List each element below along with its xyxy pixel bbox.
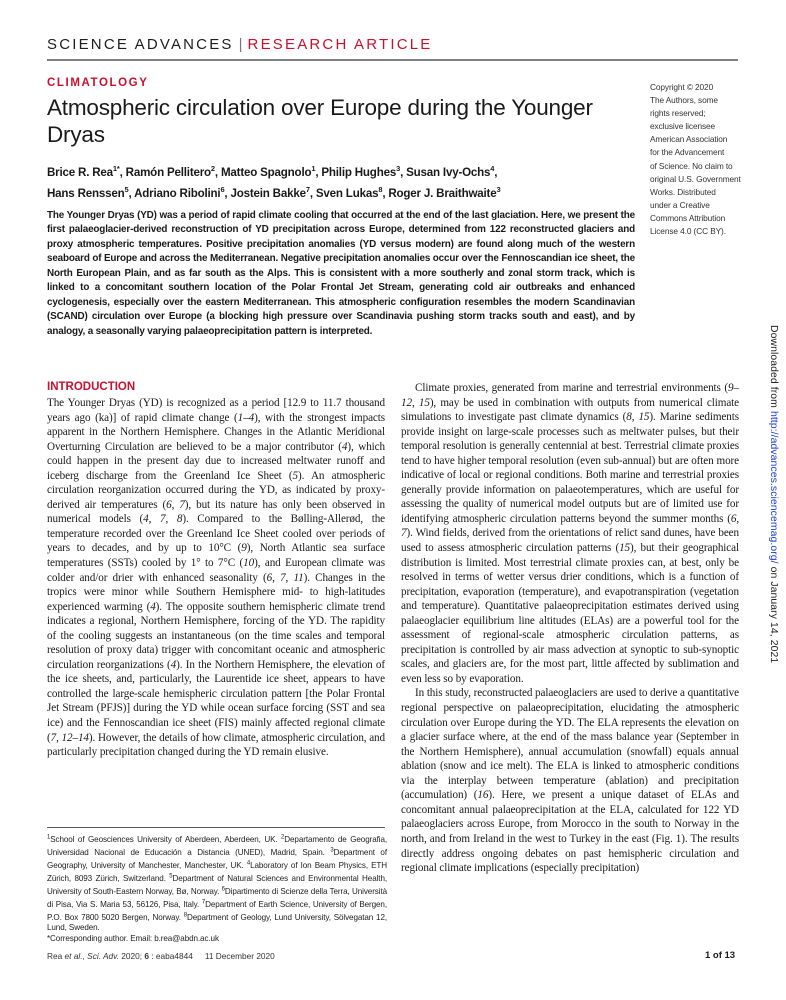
affiliation-text: Laboratory of Ion Beam Physics, ETH Zürich, 8093 Zürich, Switzerland. <box>47 860 387 883</box>
affiliation-marker: 3 <box>396 164 401 173</box>
affiliation-number: 3 <box>330 847 334 854</box>
category-label: CLIMATOLOGY <box>47 77 149 89</box>
citation-authors: Rea <box>47 951 65 961</box>
citation-etal: et al. <box>64 951 83 961</box>
author-name: Brice R. Rea$^{1*}$ <box>47 164 120 179</box>
copyright-line: under a Creative <box>650 199 710 210</box>
reference-number[interactable]: 8 <box>176 513 183 526</box>
citation-year: 2020; <box>118 951 145 961</box>
footnote-rule <box>47 827 385 828</box>
article-type: RESEARCH ARTICLE <box>247 36 433 53</box>
abstract: The Younger Dryas (YD) was a period of rapid climate cooling that occurred at the end of the last glaciation. Here, we present the first palaeoglacier-derived reconstruction of YD precipitation across Europe, determined from 122 reconstructed glaciers and proxy atmospheric temperatures. Positive precipitation anomalies (YD versus modern) are found along much of the western seaboard of Europe and across the Mediterranean. Negative precipitation anomalies occur over the Fennoscandian ice sheet, the North European Plain, and as far south as the Alps. This is consistent with a more southerly and zonal storm track, which is linked to a concomitant southern location of the Polar Frontal Jet Stream, generating cold air outbreaks and enhanced cyclogenesis, especially over the eastern Mediterranean. This atmospheric configuration resembles the modern Scandinavian (SCAND) circulation over Europe (a blocking high pressure over Scandinavia pushing storm tracks south and east), and by analogy, a seasonally varying palaeoprecipitation pattern is interpreted. <box>47 210 635 337</box>
affiliation-text: Dipartimento di Scienze della Terra, Università di Pisa, Via S. Maria 53, 56126, Pisa, Italy. <box>47 886 388 909</box>
author-name: Susan Ivy-Ochs$^4$ <box>406 164 495 179</box>
article-title: Atmospheric circulation over Europe during the Younger Dryas <box>47 95 593 147</box>
citation-journal: Sci. Adv. <box>87 951 119 961</box>
affiliation-marker: 1* <box>112 164 120 173</box>
header-rule <box>47 59 738 61</box>
copyright-line: Commons Attribution <box>650 212 726 223</box>
right-column <box>401 381 739 876</box>
paragraph: In this study, reconstructed palaeoglaciers are used to derive a quantitative regional perspective on palaeoprecipitation, elucidating the atmospheric circulation over Europe during the YD. The ELA represents the elevation on a glacier surface where, at the end of the mass balance year (September in the Northern Hemisphere), annual accumulation (snowfall) equals annual ablation (snow and ice melt). The ELA is linked to atmospheric conditions via the interplay between temperature (ablation) and precipitation (accumulation) (16). Here, we present a unique dataset of ELAs and concomitant annual palaeoprecipitation at the ELA, calculated for 122 YD palaeoglaciers across Europe, from Morocco in the south to Norway in the north, and from Ireland in the west to Turkey in the east (Fig. 1). The results directly address ongoing debates on past hemispheric circulation and regional climate implications (especially precipitation) <box>401 687 740 875</box>
reference-number[interactable]: 8 <box>626 411 632 424</box>
copyright-line: Copyright © 2020 <box>650 82 714 92</box>
author-name: Adriano Ribolini$^6$ <box>134 184 225 200</box>
reference-number[interactable]: 7 <box>160 513 166 526</box>
reference-number[interactable]: 4 <box>170 658 177 671</box>
author-name: Roger J. Braithwaite$^3$ <box>388 184 501 200</box>
copyright-line: American Association <box>650 134 728 145</box>
copyright-line: rights reserved; <box>650 108 706 119</box>
section-heading-introduction: INTRODUCTION <box>47 381 136 393</box>
author-name: Philip Hughes$^3$ <box>321 164 401 179</box>
affiliation-text: Departamento de Geografia, Universidad Nacional de Educación a Distancia (UNED), Madrid, Spain. <box>47 834 387 857</box>
affiliation-text: Department of Earth Science, University of Bergen, P.O. Box 7800 5020 Bergen, Norway. <box>47 899 387 922</box>
reference-number[interactable]: 15 <box>418 396 430 409</box>
affiliation-list <box>47 835 387 933</box>
citation-article-id: : eaba4844 <box>148 951 193 961</box>
reference-number[interactable]: 4 <box>150 600 156 613</box>
affiliation-number: 1 <box>47 834 51 840</box>
affiliation-number: 2 <box>281 834 285 840</box>
author-name: Sven Lukas$^8$ <box>315 184 383 200</box>
affiliation-text: Department of Geography, University of Manchester, Manchester, UK. <box>47 847 387 870</box>
affiliation-text: School of Geosciences University of Aberdeen, Aberdeen, UK. <box>50 834 282 844</box>
reference-number[interactable]: 7 <box>401 527 407 540</box>
copyright-line: of Science. No claim to <box>650 160 733 171</box>
reference-number[interactable]: 16 <box>477 789 489 802</box>
reference-number[interactable]: 7 <box>179 498 185 511</box>
affiliation-marker: 7 <box>305 184 310 194</box>
reference-number[interactable]: 6 <box>266 571 273 584</box>
corresponding-author: *Corresponding author. Email: b.rea@abdn.ac.uk <box>47 933 219 943</box>
author-name: Hans Renssen$^5$ <box>47 184 129 200</box>
reference-number[interactable]: 1–4 <box>237 411 255 424</box>
reference-number[interactable]: 9–12 <box>401 382 739 409</box>
affiliation-marker: 8 <box>378 184 383 194</box>
reference-number[interactable]: 6 <box>166 498 172 511</box>
affiliation-text: Department of Natural Sciences and Environmental Health, University of South-Eastern Norway, Bø, Norway. <box>47 873 387 896</box>
header-separator: | <box>238 36 243 53</box>
reference-number[interactable]: 10 <box>243 557 255 570</box>
reference-number[interactable]: 15 <box>619 542 631 555</box>
affiliation-marker: 1 <box>311 164 316 173</box>
copyright-line: original U.S. Government <box>650 173 741 184</box>
affiliation-marker: 6 <box>220 184 225 194</box>
reference-number[interactable]: 5 <box>292 469 299 482</box>
copyright-line: exclusive licensee <box>650 121 716 132</box>
journal-header <box>47 36 738 53</box>
affiliation-marker: 3 <box>496 184 501 194</box>
affiliation-number: 6 <box>221 886 225 893</box>
reference-number[interactable]: 11 <box>293 571 304 584</box>
reference-number[interactable]: 9 <box>241 542 247 555</box>
affiliation-number: 7 <box>201 899 206 906</box>
author-name: Jostein Bakke$^7$ <box>230 184 310 200</box>
author-name: Matteo Spagnolo$^1$ <box>220 164 316 179</box>
copyright-notice <box>650 81 780 238</box>
affiliation-marker: 5 <box>124 184 129 194</box>
affiliations-footnote <box>47 832 387 944</box>
affiliation-text: Department of Geology, Lund University, Sölvegatan 12, Lund, Sweden. <box>47 912 388 933</box>
reference-number[interactable]: 7 <box>50 731 57 744</box>
journal-name: SCIENCE ADVANCES <box>47 36 234 53</box>
download-date: on January 14, 2021 <box>768 563 779 664</box>
paragraph: Climate proxies, generated from marine and terrestrial environments (9–12, 15), may be used in combination with outputs from numerical climate simulations to investigate past climate dynamics (8, 15). Marine sediments provide insight on large-scale processes such as meltwater pulses, but their temporal resolution is generally centennial at best. Terrestrial climate proxies tend to have higher temporal resolution (even sub-annual) but are often more indicative of local or regional conditions. Both marine and terrestrial proxies generally provide information on palaeotemperatures, which are useful for assessing the quality of numerical model outputs but are of limited use for identifying atmospheric circulation patterns beyond the summer months (6, 7). Wind fields, derived from the orientations of relict sand dunes, have been used to assess atmospheric circulation patterns (15), but their geographical distribution is limited. Most terrestrial climate proxies can, at best, only be resolved in terms of wetter versus drier conditions, which is a function of precipitation, evaporation (temperature), and evapotranspiration (vegetation and temperature). Quantitative palaeoprecipitation estimates derived using palaeoglacier equilibrium line altitudes (ELAs) are a powerful tool for the assessment of regional-scale atmospheric circulation patterns, as precipitation is controlled by air mass advection at synoptic to sub-synoptic scales, and glaciers are, for the most part, little affected by sublimation and even less so by evaporation. <box>401 382 739 685</box>
citation-line: Rea et al., Sci. Adv. 2020; 6 : eaba4844 11 December 2020 <box>47 951 275 961</box>
paragraph: The Younger Dryas (YD) is recognized as a period [12.9 to 11.7 thousand years ago (ka)] of rapid climate change (1–4), with the strongest impacts apparent in the Northern Hemisphere. Changes in the Atlantic Meridional Overturning Circulation are believed to be a major contributor (4), which could happen in the present day due to increased meltwater runoff and iceberg discharge from the Greenland Ice Sheet (5). An atmospheric circulation reorganization occurred during the YD, as indicated by proxy-derived air temperatures (6, 7), but its nature has only been observed in numerical models (4, 7, 8). Compared to the Bølling-Allerød, the temperature recorded over the Greenland Ice Sheet cooled over periods of years to decades, and by up to 10°C (9), North Atlantic sea surface temperatures (SSTs) cooled by 1° to 7°C (10), and European climate was colder and/or drier with enhanced seasonality (6, 7, 11). Changes in the tropics were minor while Southern Hemisphere mid- to high-latitudes experienced warming (4). The opposite southern hemispheric climate trend indicates a regional, Northern Hemisphere, forcing of the YD. The rapidity of the cooling suggests an instantaneous (on the time scales and temporal resolution of proxy data) trigger with concomitant oceanic and atmospheric circulation reorganizations (4). In the Northern Hemisphere, the elevation of the ice sheets, and, particularly, the Laurentide ice sheet, appears to have controlled the large-scale hemispheric circulation pattern [the Polar Frontal Jet Stream (PFJS)] during the YD while ocean surface forcing (SST and sea ice) and the Fennoscandian ice sheet (FIS) mainly affected regional climate (7, 12–14). However, the details of how climate, atmospheric circulation, and particularly precipitation changed during the YD remain elusive. <box>47 397 386 759</box>
copyright-line: The Authors, some <box>650 95 718 106</box>
copyright-line: License 4.0 (CC BY). <box>650 226 726 237</box>
author-name: Ramón Pellitero$^2$ <box>125 164 215 179</box>
affiliation-number: 8 <box>183 912 187 919</box>
affiliation-number: 4 <box>246 860 251 867</box>
copyright-line: for the Advancement <box>650 147 725 158</box>
affiliation-marker: 4 <box>490 164 495 173</box>
citation-volume: 6 <box>144 951 149 961</box>
reference-number[interactable]: 15 <box>638 411 650 424</box>
reference-number[interactable]: 4 <box>143 513 149 526</box>
download-prefix: Downloaded from <box>768 325 779 411</box>
download-link[interactable]: http://advances.sciencemag.org/ <box>768 410 779 564</box>
reference-number[interactable]: 6 <box>730 512 737 525</box>
publication-date: 11 December 2020 <box>204 951 275 961</box>
left-column <box>47 396 385 760</box>
reference-number[interactable]: 12–14 <box>61 731 89 744</box>
reference-number[interactable]: 4 <box>341 440 348 453</box>
copyright-line: Works. Distributed <box>650 186 716 197</box>
affiliation-number: 5 <box>169 873 173 880</box>
page-number: 1 of 13 <box>705 950 736 961</box>
reference-number[interactable]: 7 <box>280 571 286 584</box>
affiliation-marker: 2 <box>210 164 215 173</box>
download-watermark <box>768 325 780 665</box>
author-list: Brice R. Rea$^{1*}$, Ramón Pellitero$^2$, Matteo Spagnolo$^1$, Philip Hughes$^3$, Susan Ivy-Ochs$^4$, Hans Renssen$^5$, Adriano Ribolini$^6$, Jostein Bakke$^7$, Sven Lukas$^8$, Roger J. Braithwaite$^3$ <box>47 164 501 200</box>
